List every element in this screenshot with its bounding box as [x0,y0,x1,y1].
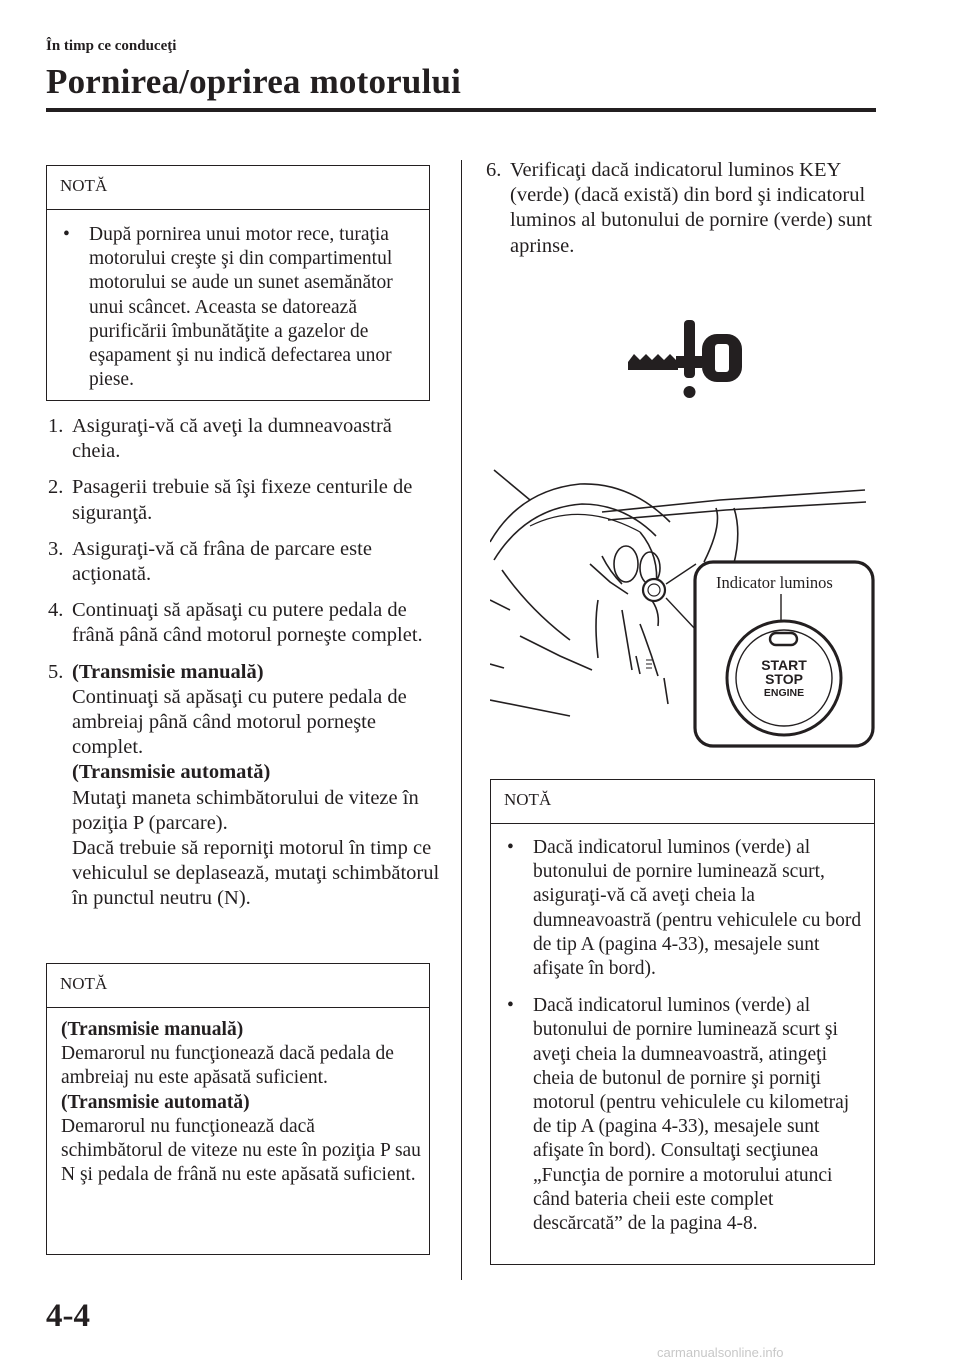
note-body [491,824,874,1236]
step-number: 2. [48,476,64,499]
step-number: 6. [486,159,502,181]
note-box-indicator [490,779,875,1265]
automatic-transmission-text: Demarorul nu funcţionează dacă schimbătorul de viteze nu este în poziţia P sau N şi pedala de frână nu este apăsată suficient. [61,1115,421,1186]
note-text: Dacă indicatorul luminos (verde) al butonului de pornire luminează scurt, asiguraţi-vă că aveţi cheia la dumneavoastră (pentru vehiculele cu bord de tip A (pagina 4-33), mesajele sunt afişate în bord). [533,837,862,980]
start-button-figure [490,460,880,752]
bullet-icon: • [507,995,514,1017]
step-number: 1. [48,415,64,437]
automatic-transmission-heading: (Transmisie automată) [61,1091,250,1113]
step-text: Continuaţi să apăsaţi cu putere pedala de frână până când motorul porneşte complet. [72,599,423,647]
automatic-transmission-heading: (Transmisie automată) [72,761,271,784]
button-engine-label: ENGINE [763,687,805,699]
step-text: Asiguraţi-vă că frâna de parcare este acţionată. [72,537,372,586]
step-text: Verificaţi dacă indicatorul luminos KEY (verde) (dacă există) din bord şi indicatorul luminos al butonului de pornire (verde) sunt aprinse. [510,159,873,257]
watermark: carmanualsonline.info [657,1345,784,1360]
manual-transmission-text: Continuaţi să apăsaţi cu putere pedala de ambreiaj până când motorul porneşte complet. [72,685,407,759]
note-text: După pornirea unui motor rece, turaţia motorului creşte şi din compartimentul motorului se aude un sunet asemănător unui scâncet. Aceasta se datorează purificării îmbunătăţite a gazelor de eşapament şi nu indică defectarea unor piese. [89,224,393,391]
header-rule [46,108,876,112]
button-stop-label: STOP [765,671,803,687]
note-body [47,210,429,392]
note-bullet-item [505,836,866,981]
manual-transmission-text: Demarorul nu funcţionează dacă pedala de ambreiaj nu este apăsată suficient. [61,1043,394,1089]
step-number: 5. [48,660,64,683]
manual-transmission-heading: (Transmisie manuală) [72,660,264,683]
key-warning-icon [626,316,748,402]
step-body [72,660,443,912]
bullet-icon: • [507,837,514,858]
bullet-icon: • [63,224,70,245]
step-6-block [486,158,876,270]
step-6 [486,158,876,259]
step-text: Pasagerii trebuie să îşi fixeze centurile de siguranţă. [72,476,413,524]
note-body [47,1008,429,1187]
step-number: 3. [48,537,64,560]
button-start-label: START [761,657,807,673]
automatic-transmission-text: Mutaţi maneta schimbătorului de viteze în poziţia P (parcare). [72,786,419,834]
dash-start-button-icon [643,579,665,601]
step-number: 4. [48,599,64,622]
note-text: Dacă indicatorul luminos (verde) al butonului de pornire luminează scurt şi aveţi cheia la dumneavoastră, atingeţi cheia de butonul de pornire şi porniţi motorul (pentru vehiculele cu kilometraj de tip A (pagina 4-33), mesajele sunt afişate în bord). Consultaţi secţiunea „Funcţia de pornire a motorului atunci când bateria cheii este complet descărcată” de la pagina 4-8. [533,995,850,1235]
step-3 [48,537,443,587]
step-4 [48,598,443,648]
page-title: Pornirea/oprirea motorului [46,62,462,101]
restart-text: Dacă trebuie să reporniţi motorul în timp ce vehiculul se deplasează, mutaţi schimbătorul în punctul neutru (N). [72,837,440,910]
note-box-cold-engine [46,165,430,401]
steps-list [48,414,443,923]
step-5 [48,660,443,912]
manual-transmission-heading: (Transmisie manuală) [61,1019,244,1040]
note-heading: NOTĂ [491,780,874,824]
note-heading: NOTĂ [47,964,429,1008]
page-number: 4-4 [46,1298,90,1334]
step-text: Asiguraţi-vă că aveţi la dumneavoastră cheia. [72,415,392,463]
note-bullet-item [61,223,419,392]
note-bullet-item [505,994,866,1236]
column-divider [461,160,462,1280]
step-2 [48,475,443,525]
note-box-starter [46,963,430,1255]
indicator-light-icon [770,633,797,645]
indicator-label: Indicator luminos [716,573,833,592]
section-label: În timp ce conduceţi [46,38,177,54]
step-1 [48,414,443,464]
note-heading: NOTĂ [47,166,429,210]
